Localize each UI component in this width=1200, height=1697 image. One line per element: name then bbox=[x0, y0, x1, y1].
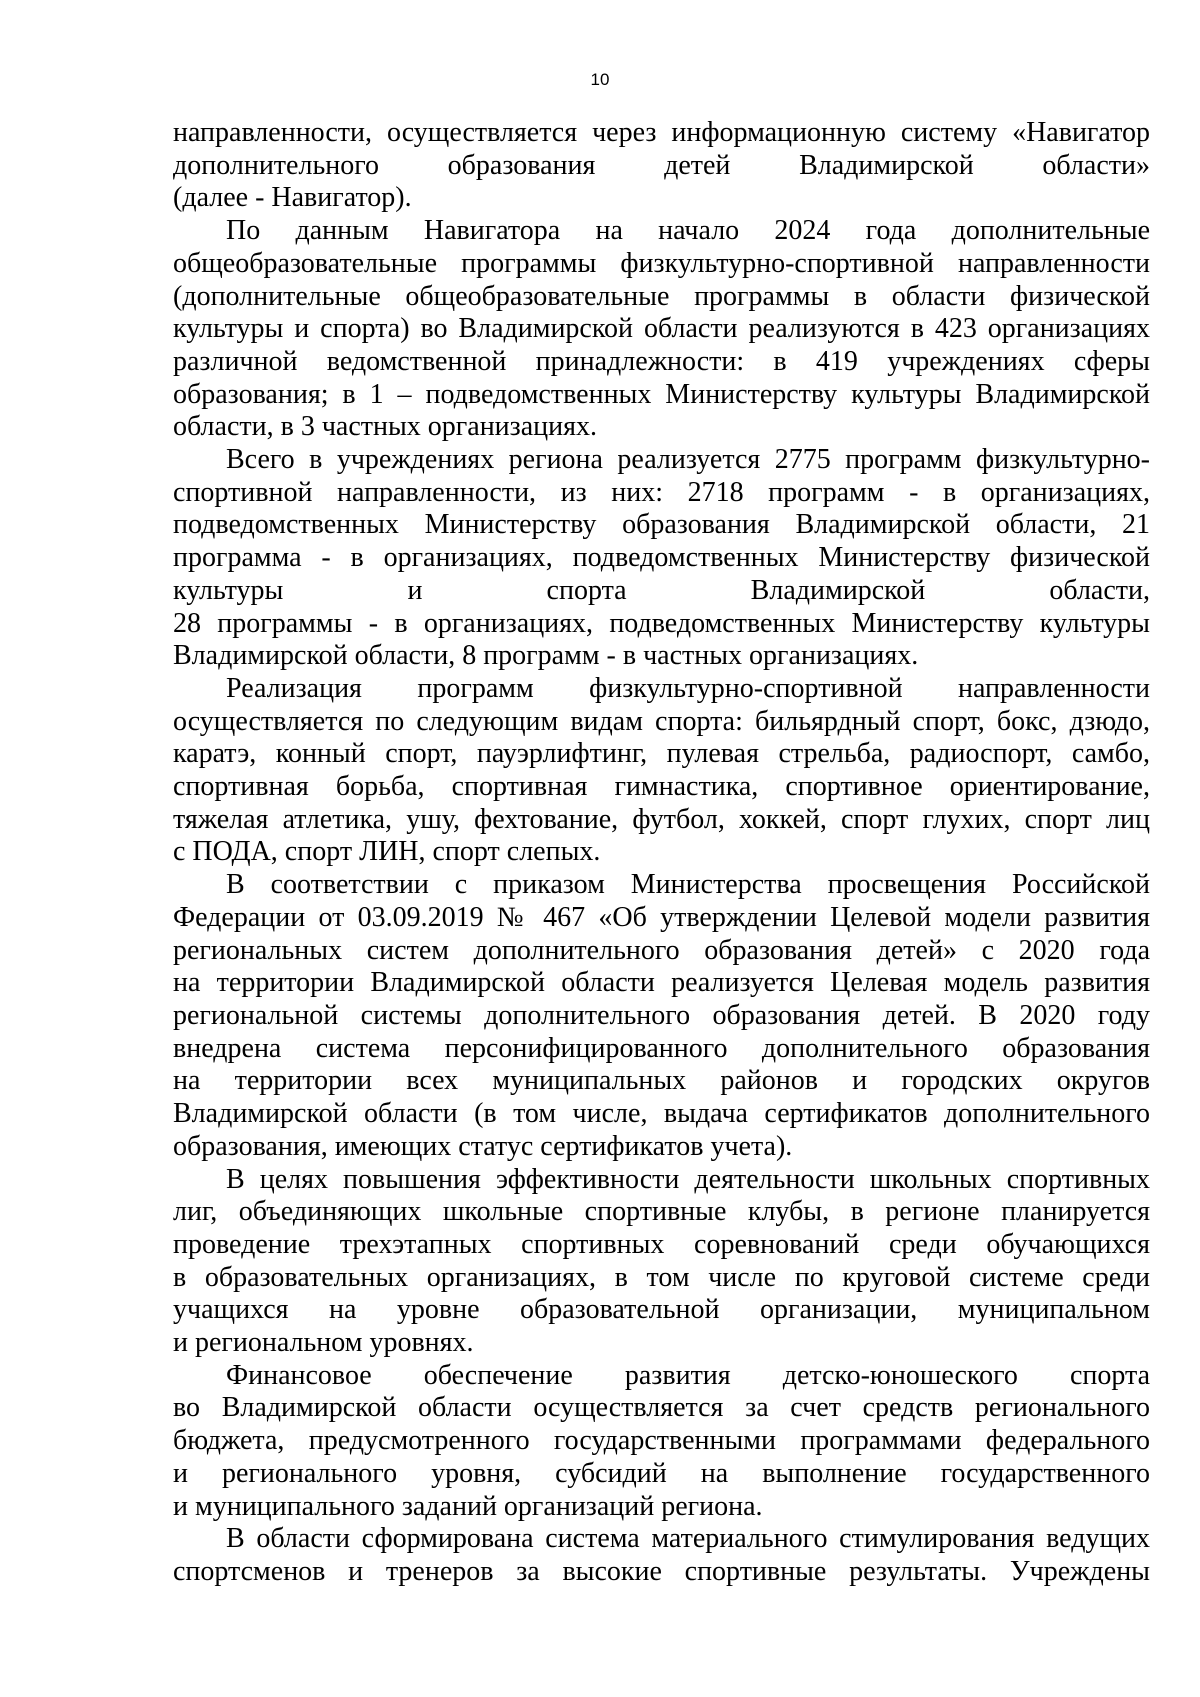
text-line: бюджета, предусмотренного государственными программами федерального bbox=[173, 1425, 1150, 1457]
text-line: 28 программы - в организациях, подведомственных Министерству культуры bbox=[173, 607, 1150, 639]
text-line: В целях повышения эффективности деятельности школьных спортивных bbox=[226, 1163, 1150, 1195]
text-line: учащихся на уровне образовательной организации, муниципальном bbox=[173, 1294, 1150, 1326]
text-line: общеобразовательные программы физкультурно-спортивной направленности bbox=[173, 247, 1150, 279]
text-line: (дополнительные общеобразовательные программы в области физической bbox=[173, 280, 1150, 312]
paragraph bbox=[173, 1164, 1150, 1360]
text-line: (далее - Навигатор). bbox=[173, 182, 412, 214]
text-line: культуры и спорта) во Владимирской области реализуются в 423 организациях bbox=[173, 313, 1150, 345]
text-line: спортивная борьба, спортивная гимнастика, спортивное ориентирование, bbox=[173, 771, 1150, 803]
text-line: тяжелая атлетика, ушу, фехтование, футбол, хоккей, спорт глухих, спорт лиц bbox=[173, 803, 1150, 835]
text-line: направленности, осуществляется через информационную систему «Навигатор bbox=[173, 117, 1150, 148]
text-line: Реализация программ физкультурно-спортивной направленности bbox=[226, 672, 1150, 704]
text-line: Владимирской области, 8 программ - в частных организациях. bbox=[173, 640, 919, 672]
text-line: образования; в 1 – подведомственных Министерству культуры Владимирской bbox=[173, 378, 1150, 410]
page-number: 10 bbox=[590, 70, 610, 89]
document-body bbox=[173, 117, 1150, 1589]
text-line: региональных систем дополнительного образования детей» с 2020 года bbox=[173, 934, 1150, 966]
text-line: Владимирской области (в том числе, выдача сертификатов дополнительного bbox=[173, 1098, 1150, 1130]
paragraph bbox=[173, 1523, 1150, 1588]
text-line: и регионального уровня, субсидий на выполнение государственного bbox=[173, 1457, 1150, 1489]
text-line: По данным Навигатора на начало 2024 года дополнительные bbox=[226, 215, 1150, 247]
paragraph bbox=[173, 869, 1150, 1163]
text-line: внедрена система персонифицированного дополнительного образования bbox=[173, 1032, 1150, 1064]
text-line: дополнительного образования детей Владимирской области» bbox=[173, 149, 1150, 181]
text-line: области, в 3 частных организациях. bbox=[173, 411, 598, 443]
text-line: спортивной направленности, из них: 2718 программ - в организациях, bbox=[173, 476, 1150, 508]
paragraph bbox=[173, 117, 1150, 215]
text-line: В области сформирована система материального стимулирования ведущих bbox=[226, 1523, 1150, 1555]
text-line: культуры и спорта Владимирской области, bbox=[173, 574, 1150, 606]
text-line: каратэ, конный спорт, пауэрлифтинг, пулевая стрельба, радиоспорт, самбо, bbox=[173, 738, 1150, 770]
text-line: Всего в учреждениях региона реализуется 2775 программ физкультурно- bbox=[226, 444, 1150, 476]
text-line: программа - в организациях, подведомственных Министерству физической bbox=[173, 542, 1150, 574]
text-line: подведомственных Министерству образования Владимирской области, 21 bbox=[173, 509, 1150, 541]
paragraph bbox=[173, 1360, 1150, 1524]
paragraph bbox=[173, 215, 1150, 444]
paragraph bbox=[173, 673, 1150, 869]
text-line: и муниципального заданий организаций региона. bbox=[173, 1490, 763, 1522]
text-line: различной ведомственной принадлежности: в 419 учреждениях сферы bbox=[173, 345, 1150, 377]
text-line: осуществляется по следующим видам спорта: бильярдный спорт, бокс, дзюдо, bbox=[173, 705, 1150, 737]
text-line: В соответствии с приказом Министерства просвещения Российской bbox=[226, 869, 1150, 901]
text-line: в образовательных организациях, в том числе по круговой системе среди bbox=[173, 1261, 1150, 1293]
text-line: с ПОДА, спорт ЛИН, спорт слепых. bbox=[173, 836, 601, 868]
text-line: и региональном уровнях. bbox=[173, 1327, 474, 1359]
text-line: лиг, объединяющих школьные спортивные клубы, в регионе планируется bbox=[173, 1196, 1150, 1228]
text-line: региональной системы дополнительного образования детей. В 2020 году bbox=[173, 999, 1150, 1031]
text-line: во Владимирской области осуществляется за счет средств регионального bbox=[173, 1392, 1150, 1424]
text-line: Федерации от 03.09.2019 № 467 «Об утверждении Целевой модели развития bbox=[173, 901, 1150, 933]
text-line: на территории всех муниципальных районов и городских округов bbox=[173, 1065, 1150, 1097]
text-line: Финансовое обеспечение развития детско-юношеского спорта bbox=[226, 1359, 1150, 1391]
text-line: проведение трехэтапных спортивных соревнований среди обучающихся bbox=[173, 1228, 1150, 1260]
text-line: образования, имеющих статус сертификатов учета). bbox=[173, 1130, 793, 1162]
text-line: на территории Владимирской области реализуется Целевая модель развития bbox=[173, 967, 1150, 999]
paragraph bbox=[173, 444, 1150, 673]
text-line: спортсменов и тренеров за высокие спортивные результаты. Учреждены bbox=[173, 1555, 1150, 1587]
